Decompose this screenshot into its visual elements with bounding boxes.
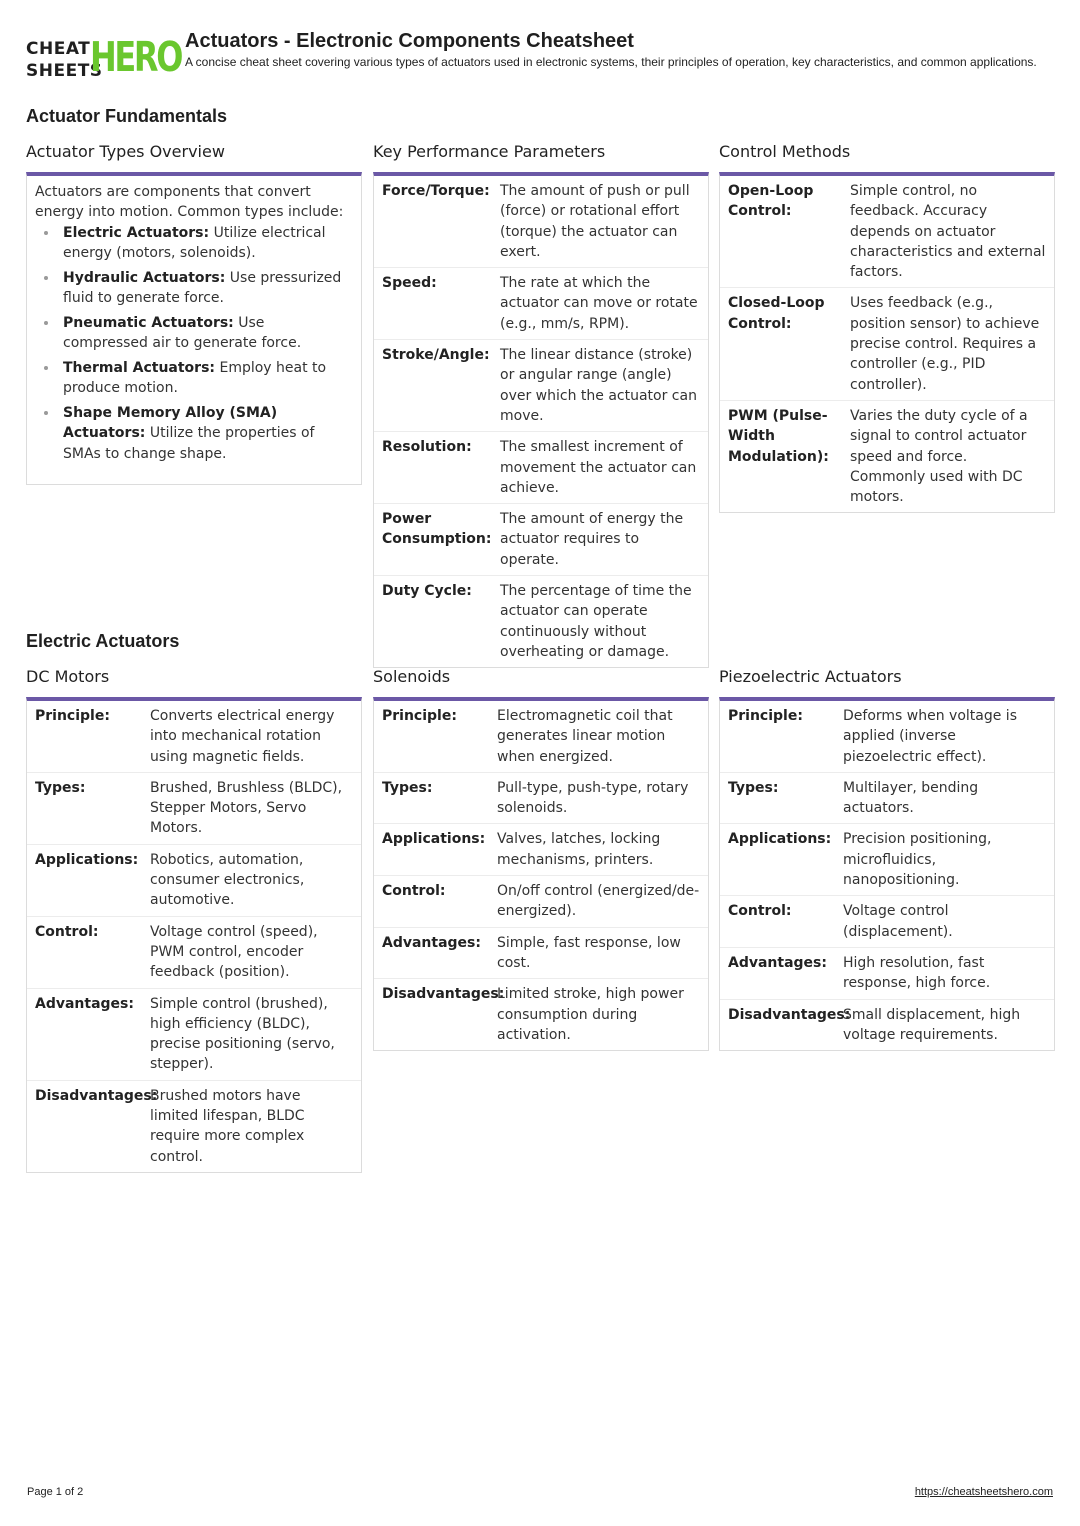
- row-value: High resolution, fast response, high force.: [843, 954, 991, 992]
- column-title: Piezoelectric Actuators: [719, 667, 902, 686]
- table-row: [374, 504, 708, 576]
- card-solenoids: [373, 697, 709, 1051]
- intro-text: Actuators are components that convert energy into motion. Common types include:: [35, 184, 344, 221]
- page-number: Page 1 of 2: [27, 1486, 84, 1498]
- row-value: The rate at which the actuator can move or rotate (e.g., mm/s, RPM).: [500, 275, 698, 332]
- row-value: Voltage control (speed), PWM control, encoder feedback (position).: [150, 923, 318, 981]
- row-value: Simple control, no feedback. Accuracy depends on actuator characteristics and external factors.: [850, 183, 1046, 281]
- row-key: Stroke/Angle:: [382, 347, 490, 364]
- actuator-types-list: [35, 223, 353, 464]
- table-row: [720, 948, 1054, 1000]
- row-key: Types:: [728, 779, 779, 796]
- table-row: [374, 340, 708, 432]
- cheatsheets-hero-logo[interactable]: [26, 33, 182, 81]
- row-key: Principle:: [382, 708, 457, 724]
- card-piezoelectric-actuators: [719, 697, 1055, 1051]
- row-value: Pull-type, push-type, rotary solenoids.: [497, 779, 689, 817]
- table-row: [27, 989, 361, 1081]
- list-item: [63, 358, 353, 399]
- row-key: Advantages:: [35, 995, 134, 1012]
- column-title: DC Motors: [26, 667, 110, 686]
- row-key: Control:: [382, 883, 446, 900]
- row-key: PWM (Pulse-Width Modulation):: [728, 407, 829, 465]
- row-value: Converts electrical energy into mechanical rotation using magnetic fields.: [150, 708, 335, 765]
- row-value: The smallest increment of movement the actuator can achieve.: [500, 439, 697, 496]
- row-key: Principle:: [35, 708, 110, 724]
- table-row: [374, 268, 708, 340]
- row-key: Duty Cycle:: [382, 583, 472, 600]
- page-header: [26, 30, 1056, 90]
- table-row: [374, 824, 708, 876]
- row-value: Valves, latches, locking mechanisms, printers.: [497, 831, 661, 868]
- column-dc-motors: [26, 667, 362, 1173]
- column-title: Key Performance Parameters: [373, 142, 606, 161]
- logo-cheat: CHEAT: [26, 39, 91, 59]
- table-row: [374, 979, 708, 1050]
- row-key: Force/Torque:: [382, 183, 490, 199]
- row-value: Multilayer, bending actuators.: [843, 779, 979, 817]
- table-row: [720, 773, 1054, 825]
- card-performance-parameters: [373, 172, 709, 668]
- row-key: Closed-Loop Control:: [728, 295, 825, 332]
- row-key: Power Consumption:: [382, 511, 492, 548]
- row-key: Speed:: [382, 275, 437, 292]
- column-title: Solenoids: [373, 667, 451, 686]
- row-value: The amount of energy the actuator requires to operate.: [500, 511, 684, 568]
- list-text: Use pressurized fluid to generate force.: [63, 269, 342, 306]
- table-row: [720, 824, 1054, 896]
- row-value: Precision positioning, microfluidics, nanopositioning.: [843, 831, 992, 889]
- column-solenoids: [373, 667, 709, 1051]
- row-key: Control:: [35, 923, 99, 940]
- row-value: Electromagnetic coil that generates linear motion when energized.: [497, 708, 673, 765]
- table-row: [720, 1000, 1054, 1051]
- row-value: Brushed, Brushless (BLDC), Stepper Motors, Servo Motors.: [150, 779, 343, 837]
- row-value: Voltage control (displacement).: [843, 903, 953, 940]
- list-text: Employ heat to produce motion.: [63, 359, 327, 397]
- table-row: [374, 928, 708, 980]
- row-key: Resolution:: [382, 439, 472, 456]
- row-value: Limited stroke, high power consumption during activation.: [497, 986, 684, 1043]
- list-text: Utilize the properties of SMAs to change shape.: [63, 425, 315, 462]
- list-term: Shape Memory Alloy (SMA) Actuators:: [63, 404, 278, 442]
- row-value: The linear distance (stroke) or angular range (angle) over which the actuator can move.: [500, 347, 697, 424]
- section-title-actuator-fundamentals: Actuator Fundamentals: [26, 106, 228, 126]
- table-row: [374, 432, 708, 504]
- logo-hero: HERO: [90, 33, 182, 81]
- site-link[interactable]: https://cheatsheetshero.com: [914, 1486, 1053, 1498]
- title-block: [185, 30, 1045, 70]
- row-key: Applications:: [382, 831, 486, 848]
- list-term: Thermal Actuators:: [63, 359, 216, 376]
- table-row: [27, 1081, 361, 1172]
- column-key-performance-parameters: [373, 142, 709, 668]
- row-key: Advantages:: [382, 934, 481, 951]
- row-key: Types:: [382, 779, 433, 796]
- list-item: [63, 268, 353, 309]
- column-control-methods: [719, 142, 1055, 513]
- table-row: [720, 176, 1054, 288]
- row-key: Disadvantages:: [728, 1006, 851, 1023]
- section-title-electric-actuators: Electric Actuators: [26, 631, 180, 651]
- row-value: On/off control (energized/de-energized).: [497, 883, 700, 920]
- row-value: Robotics, automation, consumer electronics, automotive.: [150, 851, 305, 909]
- row-value: Uses feedback (e.g., position sensor) to achieve precise control. Requires a controller (e.g., PID controller).: [850, 295, 1040, 393]
- row-key: Types:: [35, 779, 86, 796]
- column-title: Actuator Types Overview: [26, 142, 225, 161]
- logo-sheets: SHEETS: [26, 61, 103, 81]
- card-control-methods: [719, 172, 1055, 513]
- table-row: [27, 845, 361, 917]
- list-item: [63, 313, 353, 354]
- row-value: The amount of push or pull (force) or rotational effort (torque) the actuator can exert.: [500, 183, 690, 260]
- row-key: Principle:: [728, 708, 803, 724]
- list-term: Electric Actuators:: [63, 224, 210, 241]
- list-item: [63, 403, 353, 464]
- table-row: [374, 773, 708, 825]
- list-item: [63, 223, 353, 264]
- table-row: [720, 896, 1054, 948]
- table-row: [374, 876, 708, 928]
- list-text: Use compressed air to generate force.: [63, 314, 302, 352]
- row-value: Varies the duty cycle of a signal to control actuator speed and force. Commonly used with DC motors.: [850, 407, 1028, 506]
- row-key: Applications:: [728, 831, 832, 848]
- table-row: [720, 288, 1054, 400]
- table-row: [27, 701, 361, 773]
- column-title: Control Methods: [719, 142, 851, 161]
- table-row: [374, 701, 708, 773]
- table-row: [720, 401, 1054, 512]
- column-piezoelectric-actuators: [719, 667, 1055, 1051]
- row-key: Applications:: [35, 851, 139, 868]
- card-dc-motors: [26, 697, 362, 1173]
- table-row: [374, 576, 708, 667]
- column-actuator-types-overview: [26, 142, 362, 485]
- row-key: Disadvantages:: [382, 986, 505, 1003]
- row-value: Simple control (brushed), high efficiency (BLDC), precise positioning (servo, stepper).: [150, 995, 335, 1073]
- row-value: Small displacement, high voltage requirements.: [843, 1006, 1021, 1043]
- row-value: Brushed motors have limited lifespan, BLDC require more complex control.: [150, 1087, 305, 1165]
- table-row: [374, 176, 708, 268]
- list-term: Pneumatic Actuators:: [63, 314, 234, 331]
- card-actuator-types: [26, 172, 362, 485]
- row-value: Deforms when voltage is applied (inverse piezoelectric effect).: [843, 708, 1017, 765]
- page-subtitle: A concise cheat sheet covering various types of actuators used in electronic systems, their principles of operation, key characteristics, and common applications.: [185, 55, 1037, 69]
- table-row: [27, 773, 361, 845]
- list-term: Hydraulic Actuators:: [63, 269, 226, 286]
- row-key: Open-Loop Control:: [728, 183, 814, 220]
- row-key: Advantages:: [728, 954, 827, 971]
- table-row: [720, 701, 1054, 773]
- row-value: Simple, fast response, low cost.: [497, 934, 681, 971]
- list-text: Utilize electrical energy (motors, solenoids).: [63, 224, 326, 261]
- row-key: Control:: [728, 903, 792, 920]
- row-value: The percentage of time the actuator can operate continuously without overheating or damage.: [500, 583, 692, 660]
- table-row: [27, 917, 361, 989]
- row-key: Disadvantages:: [35, 1087, 158, 1104]
- page-title: Actuators - Electronic Components Cheatsheet: [185, 30, 634, 52]
